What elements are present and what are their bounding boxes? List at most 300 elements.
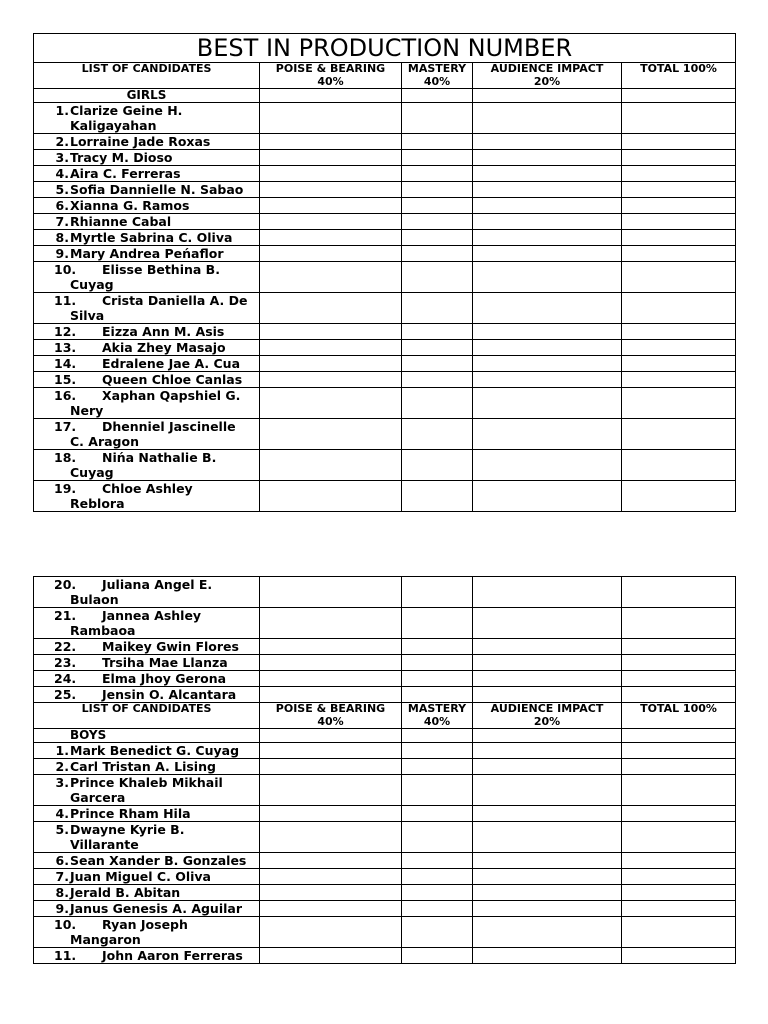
girls-candidate-list-part1 bbox=[34, 103, 736, 512]
score-sheet-table-1 bbox=[33, 33, 736, 512]
score-cell-impact[interactable] bbox=[473, 577, 622, 608]
group-label-boys: BOYS bbox=[34, 729, 260, 743]
score-cell-poise[interactable] bbox=[260, 372, 402, 388]
candidate-name: Trsiha Mae Llanza bbox=[102, 655, 228, 670]
score-cell-mastery[interactable] bbox=[402, 639, 473, 655]
score-cell-mastery[interactable] bbox=[402, 869, 473, 885]
candidate-name: Chloe Ashley bbox=[102, 481, 193, 496]
score-cell[interactable] bbox=[473, 89, 622, 103]
candidate-row bbox=[34, 324, 736, 340]
score-cell-impact[interactable] bbox=[473, 230, 622, 246]
col-impact-header bbox=[473, 63, 622, 89]
score-cell-mastery[interactable] bbox=[402, 230, 473, 246]
candidate-name-cell bbox=[34, 134, 260, 150]
score-cell-mastery[interactable] bbox=[402, 687, 473, 703]
score-cell-mastery[interactable] bbox=[402, 134, 473, 150]
col-poise-pct: 40% bbox=[317, 714, 344, 728]
score-cell-mastery[interactable] bbox=[402, 917, 473, 948]
score-cell-mastery[interactable] bbox=[402, 450, 473, 481]
score-cell-poise[interactable] bbox=[260, 388, 402, 419]
col-total-header bbox=[622, 63, 736, 89]
score-cell-impact[interactable] bbox=[473, 671, 622, 687]
score-cell-total[interactable] bbox=[622, 639, 736, 655]
score-cell-mastery[interactable] bbox=[402, 262, 473, 293]
score-cell-total[interactable] bbox=[622, 901, 736, 917]
score-cell-poise[interactable] bbox=[260, 948, 402, 964]
group-row-boys bbox=[34, 729, 736, 743]
score-cell-mastery[interactable] bbox=[402, 182, 473, 198]
score-cell-impact[interactable] bbox=[473, 356, 622, 372]
col-mastery-label: MASTERY bbox=[407, 702, 467, 715]
col-impact-header bbox=[473, 703, 622, 729]
score-cell-mastery[interactable] bbox=[402, 577, 473, 608]
candidate-number: 6. bbox=[55, 198, 69, 213]
candidate-row bbox=[34, 246, 736, 262]
candidate-name: Sean Xander B. Gonzales bbox=[70, 853, 247, 868]
score-cell-total[interactable] bbox=[622, 885, 736, 901]
candidate-row bbox=[34, 759, 736, 775]
candidate-number: 11. bbox=[54, 948, 77, 963]
col-total-label: TOTAL 100% bbox=[640, 62, 717, 75]
score-cell-poise[interactable] bbox=[260, 608, 402, 639]
candidate-name-cell bbox=[34, 775, 260, 806]
score-cell-impact[interactable] bbox=[473, 806, 622, 822]
score-cell-poise[interactable] bbox=[260, 917, 402, 948]
score-cell-mastery[interactable] bbox=[402, 293, 473, 324]
score-cell-total[interactable] bbox=[622, 759, 736, 775]
score-cell-impact[interactable] bbox=[473, 324, 622, 340]
score-cell-poise[interactable] bbox=[260, 230, 402, 246]
candidate-name-cell bbox=[34, 262, 260, 293]
col-total-label: TOTAL 100% bbox=[640, 702, 717, 715]
col-impact-pct: 20% bbox=[533, 714, 561, 728]
candidate-name: Myrtle Sabrina C. Oliva bbox=[70, 230, 233, 245]
candidate-row bbox=[34, 775, 736, 806]
score-cell-total[interactable] bbox=[622, 671, 736, 687]
score-cell-total[interactable] bbox=[622, 853, 736, 869]
candidate-row bbox=[34, 822, 736, 853]
candidate-name-cell bbox=[34, 388, 260, 419]
candidate-name-cell bbox=[34, 230, 260, 246]
candidate-name-cell bbox=[34, 246, 260, 262]
score-cell-total[interactable] bbox=[622, 775, 736, 806]
score-cell-total[interactable] bbox=[622, 356, 736, 372]
candidate-name: Aira C. Ferreras bbox=[70, 166, 181, 181]
score-cell-poise[interactable] bbox=[260, 481, 402, 512]
score-cell-poise[interactable] bbox=[260, 198, 402, 214]
col-total-header bbox=[622, 703, 736, 729]
candidate-number: 5. bbox=[55, 182, 69, 197]
score-cell-total[interactable] bbox=[622, 577, 736, 608]
candidate-number: 21. bbox=[54, 608, 77, 623]
candidate-row bbox=[34, 103, 736, 134]
col-poise-label: POISE & BEARING bbox=[275, 62, 386, 75]
candidate-number: 7. bbox=[55, 214, 69, 229]
candidate-name: Juliana Angel E. bbox=[102, 577, 213, 592]
score-cell-impact[interactable] bbox=[473, 246, 622, 262]
score-cell-impact[interactable] bbox=[473, 775, 622, 806]
candidate-name: Elisse Bethina B. bbox=[102, 262, 220, 277]
score-cell[interactable] bbox=[622, 729, 736, 743]
score-cell-impact[interactable] bbox=[473, 869, 622, 885]
score-cell-total[interactable] bbox=[622, 246, 736, 262]
candidate-name: Carl Tristan A. Lising bbox=[70, 759, 216, 774]
score-cell-impact[interactable] bbox=[473, 743, 622, 759]
candidate-name-cell bbox=[34, 340, 260, 356]
candidate-row bbox=[34, 481, 736, 512]
score-cell-total[interactable] bbox=[622, 372, 736, 388]
score-cell-poise[interactable] bbox=[260, 671, 402, 687]
score-cell-total[interactable] bbox=[622, 198, 736, 214]
candidate-name: Xianna G. Ramos bbox=[70, 198, 190, 213]
score-cell-impact[interactable] bbox=[473, 917, 622, 948]
candidate-name: Janus Genesis A. Aguilar bbox=[70, 901, 243, 916]
candidate-name-line2: Kaligayahan bbox=[70, 118, 157, 133]
candidate-number: 1. bbox=[55, 103, 69, 118]
col-candidates-header bbox=[34, 703, 260, 729]
group-row-girls bbox=[34, 89, 736, 103]
candidate-row bbox=[34, 577, 736, 608]
candidate-row bbox=[34, 639, 736, 655]
candidate-row bbox=[34, 869, 736, 885]
score-cell-total[interactable] bbox=[622, 806, 736, 822]
score-cell-mastery[interactable] bbox=[402, 822, 473, 853]
score-cell-mastery[interactable] bbox=[402, 885, 473, 901]
candidate-number: 9. bbox=[55, 901, 69, 916]
candidate-row bbox=[34, 450, 736, 481]
score-cell-impact[interactable] bbox=[473, 340, 622, 356]
candidate-number: 9. bbox=[55, 246, 69, 261]
score-cell-poise[interactable] bbox=[260, 182, 402, 198]
score-cell-impact[interactable] bbox=[473, 853, 622, 869]
score-cell-total[interactable] bbox=[622, 655, 736, 671]
score-cell-total[interactable] bbox=[622, 150, 736, 166]
candidate-name-line2: Villarante bbox=[70, 837, 139, 852]
candidate-name-line2: Reblora bbox=[70, 496, 125, 511]
candidate-number: 3. bbox=[55, 775, 69, 790]
candidate-row bbox=[34, 917, 736, 948]
score-cell-poise[interactable] bbox=[260, 246, 402, 262]
score-cell-poise[interactable] bbox=[260, 356, 402, 372]
col-candidates-header bbox=[34, 63, 260, 89]
candidate-name: Sofia Dannielle N. Sabao bbox=[70, 182, 244, 197]
group-label-girls: GIRLS bbox=[34, 89, 260, 103]
score-cell-poise[interactable] bbox=[260, 743, 402, 759]
candidate-row bbox=[34, 655, 736, 671]
score-cell-impact[interactable] bbox=[473, 419, 622, 450]
candidate-row bbox=[34, 293, 736, 324]
candidate-name-cell bbox=[34, 103, 260, 134]
score-cell-mastery[interactable] bbox=[402, 388, 473, 419]
score-cell-total[interactable] bbox=[622, 262, 736, 293]
candidate-number: 2. bbox=[55, 759, 69, 774]
score-cell-mastery[interactable] bbox=[402, 806, 473, 822]
candidate-row bbox=[34, 948, 736, 964]
candidate-number: 19. bbox=[54, 481, 77, 496]
candidate-number: 7. bbox=[55, 869, 69, 884]
candidate-number: 4. bbox=[55, 806, 69, 821]
score-cell-poise[interactable] bbox=[260, 419, 402, 450]
candidate-name-cell bbox=[34, 759, 260, 775]
candidate-row bbox=[34, 134, 736, 150]
col-candidates-label: LIST OF CANDIDATES bbox=[81, 62, 212, 75]
score-cell-poise[interactable] bbox=[260, 853, 402, 869]
candidate-name-cell bbox=[34, 293, 260, 324]
score-cell-total[interactable] bbox=[622, 450, 736, 481]
candidate-row bbox=[34, 214, 736, 230]
score-cell-impact[interactable] bbox=[473, 639, 622, 655]
candidate-number: 24. bbox=[54, 671, 77, 686]
score-cell-poise[interactable] bbox=[260, 639, 402, 655]
score-cell-mastery[interactable] bbox=[402, 775, 473, 806]
score-cell-total[interactable] bbox=[622, 608, 736, 639]
candidate-name: Tracy M. Dioso bbox=[70, 150, 173, 165]
score-cell-total[interactable] bbox=[622, 103, 736, 134]
score-cell-total[interactable] bbox=[622, 869, 736, 885]
candidate-number: 3. bbox=[55, 150, 69, 165]
col-impact-label: AUDIENCE IMPACT bbox=[490, 702, 604, 715]
score-cell-poise[interactable] bbox=[260, 901, 402, 917]
candidate-name-cell bbox=[34, 806, 260, 822]
score-cell-poise[interactable] bbox=[260, 885, 402, 901]
score-cell[interactable] bbox=[622, 89, 736, 103]
candidate-name: Rhianne Cabal bbox=[70, 214, 172, 229]
candidate-row bbox=[34, 230, 736, 246]
score-cell-poise[interactable] bbox=[260, 134, 402, 150]
candidate-name: Ryan Joseph bbox=[102, 917, 188, 932]
candidate-name: Elma Jhoy Gerona bbox=[102, 671, 227, 686]
score-cell-poise[interactable] bbox=[260, 655, 402, 671]
score-cell-poise[interactable] bbox=[260, 166, 402, 182]
candidate-name-cell bbox=[34, 671, 260, 687]
col-poise-pct: 40% bbox=[317, 74, 344, 88]
candidate-name: Queen Chloe Canlas bbox=[102, 372, 243, 387]
score-cell-total[interactable] bbox=[622, 948, 736, 964]
score-cell-mastery[interactable] bbox=[402, 356, 473, 372]
score-cell[interactable] bbox=[260, 89, 402, 103]
score-cell-poise[interactable] bbox=[260, 324, 402, 340]
score-cell-total[interactable] bbox=[622, 822, 736, 853]
candidate-row bbox=[34, 806, 736, 822]
candidate-number: 6. bbox=[55, 853, 69, 868]
score-cell-impact[interactable] bbox=[473, 450, 622, 481]
candidate-name-line2: Bulaon bbox=[70, 592, 119, 607]
candidate-name-line2: Silva bbox=[70, 308, 105, 323]
score-cell-mastery[interactable] bbox=[402, 372, 473, 388]
score-cell-impact[interactable] bbox=[473, 608, 622, 639]
score-cell-total[interactable] bbox=[622, 687, 736, 703]
candidate-name-cell bbox=[34, 182, 260, 198]
candidate-name: Jerald B. Abitan bbox=[70, 885, 181, 900]
score-cell-mastery[interactable] bbox=[402, 419, 473, 450]
score-cell-impact[interactable] bbox=[473, 214, 622, 230]
score-cell-impact[interactable] bbox=[473, 655, 622, 671]
score-cell-impact[interactable] bbox=[473, 182, 622, 198]
candidate-name: John Aaron Ferreras bbox=[102, 948, 243, 963]
candidate-name-line2: Rambaoa bbox=[70, 623, 136, 638]
score-cell-impact[interactable] bbox=[473, 388, 622, 419]
candidate-name: Dhenniel Jascinelle bbox=[102, 419, 236, 434]
score-cell-total[interactable] bbox=[622, 340, 736, 356]
score-cell-mastery[interactable] bbox=[402, 948, 473, 964]
score-cell-impact[interactable] bbox=[473, 372, 622, 388]
candidate-name-cell bbox=[34, 419, 260, 450]
candidate-row bbox=[34, 608, 736, 639]
col-impact-pct: 20% bbox=[533, 74, 561, 88]
candidate-row bbox=[34, 356, 736, 372]
score-cell-poise[interactable] bbox=[260, 869, 402, 885]
score-cell-impact[interactable] bbox=[473, 103, 622, 134]
candidate-number: 10. bbox=[54, 262, 77, 277]
candidate-row bbox=[34, 340, 736, 356]
candidate-name: Jensin O. Alcantara bbox=[102, 687, 237, 702]
score-cell-impact[interactable] bbox=[473, 687, 622, 703]
score-cell-mastery[interactable] bbox=[402, 324, 473, 340]
candidate-number: 13. bbox=[54, 340, 77, 355]
score-cell-total[interactable] bbox=[622, 182, 736, 198]
score-cell-poise[interactable] bbox=[260, 293, 402, 324]
score-cell-poise[interactable] bbox=[260, 687, 402, 703]
score-cell-mastery[interactable] bbox=[402, 481, 473, 512]
score-cell-total[interactable] bbox=[622, 214, 736, 230]
score-cell-poise[interactable] bbox=[260, 103, 402, 134]
candidate-name: Xaphan Qapshiel G. bbox=[102, 388, 241, 403]
candidate-name-cell bbox=[34, 885, 260, 901]
candidate-name: Prince Khaleb Mikhail bbox=[70, 775, 223, 790]
candidate-name-cell bbox=[34, 356, 260, 372]
score-cell-poise[interactable] bbox=[260, 214, 402, 230]
candidate-number: 12. bbox=[54, 324, 77, 339]
score-cell-mastery[interactable] bbox=[402, 198, 473, 214]
score-cell-impact[interactable] bbox=[473, 166, 622, 182]
candidate-name: Clarize Geine H. bbox=[70, 103, 183, 118]
candidate-name-cell bbox=[34, 577, 260, 608]
score-cell-impact[interactable] bbox=[473, 293, 622, 324]
candidate-number: 11. bbox=[54, 293, 77, 308]
candidate-name: Dwayne Kyrie B. bbox=[70, 822, 185, 837]
score-cell-impact[interactable] bbox=[473, 150, 622, 166]
candidate-number: 2. bbox=[55, 134, 69, 149]
candidate-number: 10. bbox=[54, 917, 77, 932]
score-cell-poise[interactable] bbox=[260, 262, 402, 293]
score-cell-mastery[interactable] bbox=[402, 608, 473, 639]
candidate-row bbox=[34, 166, 736, 182]
score-cell-total[interactable] bbox=[622, 166, 736, 182]
score-cell-mastery[interactable] bbox=[402, 655, 473, 671]
page-title: BEST IN PRODUCTION NUMBER bbox=[34, 34, 736, 63]
score-sheet-table-2 bbox=[33, 576, 736, 964]
score-cell-impact[interactable] bbox=[473, 481, 622, 512]
candidate-name: Mary Andrea Peńaflor bbox=[70, 246, 224, 261]
score-cell-mastery[interactable] bbox=[402, 166, 473, 182]
score-cell-mastery[interactable] bbox=[402, 743, 473, 759]
score-cell-mastery[interactable] bbox=[402, 901, 473, 917]
score-cell-total[interactable] bbox=[622, 419, 736, 450]
score-cell-impact[interactable] bbox=[473, 948, 622, 964]
candidate-number: 8. bbox=[55, 885, 69, 900]
score-cell-impact[interactable] bbox=[473, 262, 622, 293]
score-cell-total[interactable] bbox=[622, 388, 736, 419]
score-cell-total[interactable] bbox=[622, 743, 736, 759]
col-mastery-header bbox=[402, 703, 473, 729]
score-cell-poise[interactable] bbox=[260, 450, 402, 481]
candidate-name-cell bbox=[34, 948, 260, 964]
candidate-name-line2: Cuyag bbox=[70, 465, 114, 480]
candidate-name-line2: Garcera bbox=[70, 790, 126, 805]
score-cell-impact[interactable] bbox=[473, 198, 622, 214]
candidate-name: Akia Zhey Masajo bbox=[102, 340, 226, 355]
score-cell-total[interactable] bbox=[622, 917, 736, 948]
score-cell[interactable] bbox=[260, 729, 402, 743]
score-cell-mastery[interactable] bbox=[402, 214, 473, 230]
candidate-name-cell bbox=[34, 655, 260, 671]
col-poise-label: POISE & BEARING bbox=[275, 702, 386, 715]
candidate-number: 1. bbox=[55, 743, 69, 758]
candidate-name-cell bbox=[34, 450, 260, 481]
candidate-row bbox=[34, 419, 736, 450]
score-cell-poise[interactable] bbox=[260, 775, 402, 806]
candidate-name-cell bbox=[34, 743, 260, 759]
score-cell-mastery[interactable] bbox=[402, 759, 473, 775]
score-cell-poise[interactable] bbox=[260, 806, 402, 822]
candidate-row bbox=[34, 687, 736, 703]
candidate-number: 25. bbox=[54, 687, 77, 702]
candidate-number: 8. bbox=[55, 230, 69, 245]
candidate-name-line2: Nery bbox=[70, 403, 104, 418]
score-cell-poise[interactable] bbox=[260, 577, 402, 608]
candidate-row bbox=[34, 853, 736, 869]
score-cell-impact[interactable] bbox=[473, 759, 622, 775]
candidate-number: 22. bbox=[54, 639, 77, 654]
score-cell-total[interactable] bbox=[622, 324, 736, 340]
score-cell-total[interactable] bbox=[622, 230, 736, 246]
candidate-name: Eizza Ann M. Asis bbox=[102, 324, 225, 339]
candidate-name: Prince Rham Hila bbox=[70, 806, 191, 821]
score-cell-total[interactable] bbox=[622, 134, 736, 150]
score-cell-poise[interactable] bbox=[260, 340, 402, 356]
score-cell[interactable] bbox=[473, 729, 622, 743]
score-cell-poise[interactable] bbox=[260, 150, 402, 166]
candidate-number: 20. bbox=[54, 577, 77, 592]
candidate-row bbox=[34, 743, 736, 759]
score-cell-mastery[interactable] bbox=[402, 671, 473, 687]
score-cell[interactable] bbox=[402, 729, 473, 743]
score-cell[interactable] bbox=[402, 89, 473, 103]
score-cell-poise[interactable] bbox=[260, 822, 402, 853]
score-cell-impact[interactable] bbox=[473, 901, 622, 917]
candidate-row bbox=[34, 372, 736, 388]
candidate-name-line2: Mangaron bbox=[70, 932, 141, 947]
candidate-name: Lorraine Jade Roxas bbox=[70, 134, 211, 149]
candidate-name-cell bbox=[34, 214, 260, 230]
score-cell-total[interactable] bbox=[622, 481, 736, 512]
candidate-number: 16. bbox=[54, 388, 77, 403]
score-cell-mastery[interactable] bbox=[402, 246, 473, 262]
score-cell-impact[interactable] bbox=[473, 134, 622, 150]
candidate-name: Mark Benedict G. Cuyag bbox=[70, 743, 240, 758]
score-cell-mastery[interactable] bbox=[402, 853, 473, 869]
score-cell-total[interactable] bbox=[622, 293, 736, 324]
candidate-name: Edralene Jae A. Cua bbox=[102, 356, 241, 371]
score-cell-impact[interactable] bbox=[473, 822, 622, 853]
score-cell-mastery[interactable] bbox=[402, 150, 473, 166]
score-cell-impact[interactable] bbox=[473, 885, 622, 901]
girls-candidate-list-part2 bbox=[34, 577, 736, 703]
score-cell-poise[interactable] bbox=[260, 759, 402, 775]
score-cell-mastery[interactable] bbox=[402, 340, 473, 356]
score-cell-mastery[interactable] bbox=[402, 103, 473, 134]
candidate-name-cell bbox=[34, 687, 260, 703]
